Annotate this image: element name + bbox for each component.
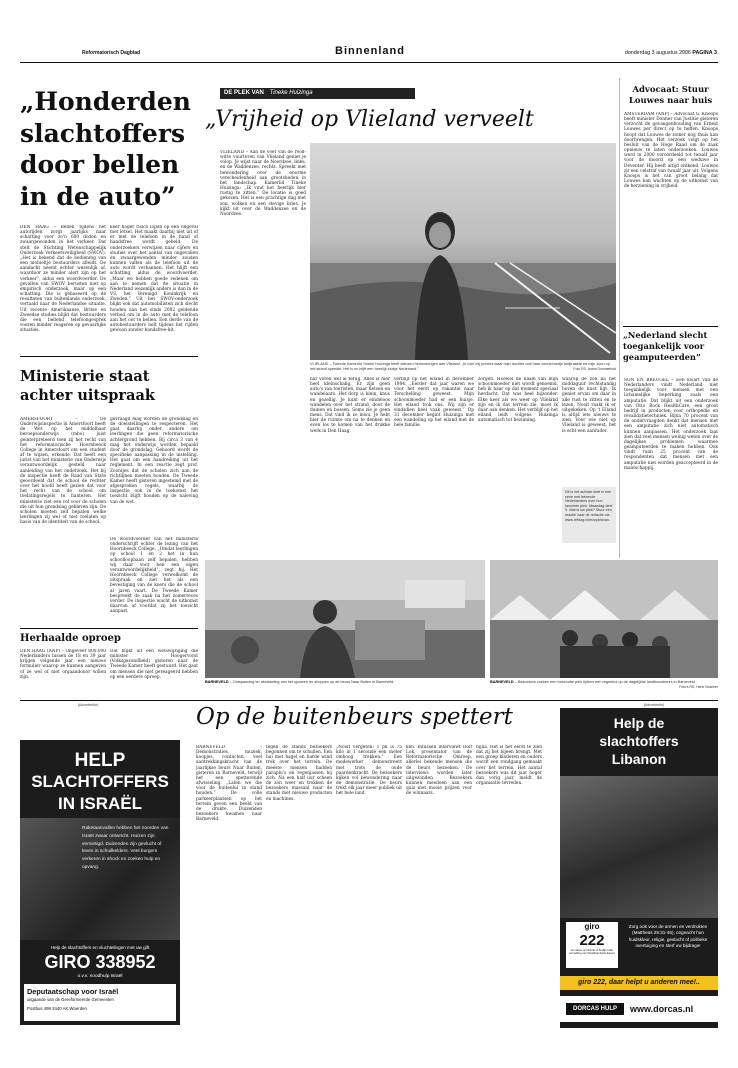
- third-column-1: DEN HAAG (ANP) – Ongeveer 800.000 Nederlanders tussen de 18 en 39 jaar krijgen volgende jaar een nieuwe formulier waarop ze kunnen aangeven of ze wel of niet orgaandonor willen zijn.: [20, 649, 106, 680]
- second-headline: Ministerie staat achter uitspraak: [20, 368, 155, 404]
- beurs-photo-2: [490, 560, 718, 678]
- feature-photo-art: [310, 143, 616, 360]
- second-byline: [20, 408, 120, 416]
- ad-right-giro-num: 222: [579, 932, 605, 949]
- ad-left-giro-owner: o.v.v. noodhulp Israël: [77, 974, 123, 979]
- rule-second: [20, 356, 198, 357]
- ad-left-title-3: IN ISRAËL: [57, 794, 143, 813]
- ad-right-brand: DORCAS HULP: [566, 1003, 624, 1015]
- lead-column-1: DEN HAAG – Bellen tijdens het autorijden zorgt jaarlijks naar schatting voor zo'n 600 doden en zwaargewonden in het verkeer. Dat stelt de Stichting Wetenschappelijk Onderzoek Verkeersveiligheid (SWOV). „Het is bekend dat de bediening van een mobieltje bestuurders afleidt. De aandacht neemt echter wezenlijk af, waardoor ze minder alert zijn op het verkeer”, aldus een woordvoerder. De gevallen van SWOV berusten niet op empirisch onderzoek, maar op een schatting. Die is gebaseerd op de resultaten van buitenlands onderzoek, vertaald naar de Nederlandse situatie. Uit recente Amerikaanse, Britse en Zweedse studies blijkt dat bestuurders die een bellend telefoongesprek voeren minder reageren op gevaarlijke situaties.: [20, 225, 106, 334]
- feature-photo-caption: [310, 362, 616, 374]
- beurs-photo-1-art: [205, 560, 485, 678]
- ad-left-giro: GIRO 338952: [44, 952, 156, 972]
- ad-right-label: (Advertentie): [643, 703, 665, 707]
- header-rule: [20, 62, 718, 63]
- page-label: PAGINA: [692, 50, 713, 56]
- third-column-2: Dat blijkt uit een wetswijziging die minister Hoogervorst (Volksgezondheid) gisteren naar de Tweede Kamer heeft gestuurd. Het gaat om mensen die niet gereageerd hebben op een eerdere oproep.: [110, 649, 198, 680]
- feature-caption-text: VLIELAND – Tweede Kamerlid Tineke Huizinga heeft tallozen herinneringen aan Vlieland. „Ik voel mij precies waar mijn dochter ooit haar zonnehoedje kwijtraakte en mijn zoon op het strand speelde. Het is en blijft een heerlijk stukje Nederland.”: [310, 362, 610, 371]
- side2-body: SON EN BREUGEL – Een kwart van de Nederlanders vindt Nederland niet toegankelijk voor mensen met een lichamelijke beperking zoals een amputatie. Dat blijkt uit een onderzoek van Otto Bock HealthCare, een groot bedrijf in producten voor orthopedie en revalidatietechniek. Bijna 70 procent van de ondervraagden denkt dat mensen met een amputatie zich niet automatisch kunnen aanpassen. Het onderzoek laat zien dat veel mensen weinig weten over de dagelijkse problemen waarmee geamputeerden te maken hebben. Ook vindt ruim 25 procent van de respondenten dat mensen met een amputatie niet worden geaccepteerd in de maatschappij.: [624, 378, 718, 471]
- ad-left-title-2: SLACHTOFFERS: [31, 772, 169, 791]
- feature-column-3: verblijf op het eiland in december 1984. „Eerder dat jaar waren we voor het eerst op vakantie naar Terschelling geweest. Mijn schoonmoeder had er een huisje. Het eiland trok ons. Wij zijn er sindsdien heel vaak geweest.” Op 31 december begint Huizinga met een wandeling op het eiland met de hele familie.: [394, 377, 474, 429]
- ad-left[interactable]: [20, 740, 180, 1025]
- bottom-column-1: BARNEVELD – Demonstraties, muziek, koopjes, contacten, veel aantrekkingskracht van de jaarlijkse beurs Naar Buiten, gisteren in Barneveld, terwijl het een spetterende afwisseling. „Laten we die voor de buitenlui in stand houden.” De volle parkeerplaatsen op het terrein geven een beeld van de drukte. Duizenden bezoekers kwamen naar Barneveld.: [196, 745, 262, 823]
- bottom-column-4: ken. Intussen interviewt Dolf Lok, presentator van de Reformatorische Omroep, allerlei bekende mensen die de beurs bezoeken. De interviews worden later uitgezonden. Bezoekers kunnen meedoen aan een quiz met mooie prijzen voor de winnaars.: [406, 745, 472, 797]
- ad-right-slogan: giro 222, daar helpt u anderen mee!..: [560, 976, 718, 990]
- second-column-3: De woordvoerder van het ministerie onderschrijft echter de lezing van het Hoornbeeck College. „Omdat leerlingen op school 1 en 2 het in hun schoolloopbaan zelf bepalen, hebben wij daar voor hen een eigen verantwoordelijkheid”, zegt hij. Het Hoornbeeck College verwelkomt de uitspraak en ziet het als een bevestiging van de koers die de school al jaren vaart. De Tweede Kamer bespreekt de zaak na het zomerreces verder. De inspectie wacht de uitkomst daarvan af voordat zij het toezicht aanpast.: [110, 537, 198, 615]
- beurs-caption-2-text: Bezoekers zoeken een beschutte plek tijdens een regenbui op de dagelijkse landbouwbeurs in Barneveld.: [517, 680, 696, 684]
- bottom-column-5: bijna. Het is het eerst te zien dat zij het bijeen brengt. Met een groep kinderen en ouders wordt een rondgang gemaakt over het terrein. Het aantal bezoekers was dit jaar hoger dan vorig jaar, meldt de organisatie tevreden.: [476, 745, 542, 787]
- ad-left-label: (Advertentie): [77, 703, 99, 707]
- side1-body: AMSTERDAM (ANP) – Advocaat G. Knoops heeft minister Donner van Justitie gisteren verzocht de gevangenhouding van Ernest Louwes per direct op te heffen. Knoops hoopt dat Louwes de zomer nog thuis kan doorbrengen. Het verzoek volgt op het besluit van de Hoge Raad om de zaak opnieuw te laten onderzoeken. Louwes werd in 2000 veroordeeld tot twaalf jaar voor de moord op een weduwe in Deventer. Hij heeft altijd ontkend. Louwes zit een celstraf van twaalf jaar uit. Volgens Knoops is het van groot belang dat Louwes kan wachten op de uitkomst van de herziening in vrijheid.: [624, 112, 718, 190]
- side1-headline: Advocaat: Stuur Louwes naar huis: [628, 85, 713, 106]
- lead-byline: [20, 215, 120, 223]
- ad-left-org: Deputaatschap voor Israël: [27, 987, 119, 996]
- rule-third: [20, 628, 198, 629]
- feature-kicker-person: Tineke Huizinga: [269, 90, 313, 96]
- ad-left-org-sub: uitgaande van de Gereformeerde Gemeenten: [27, 997, 114, 1002]
- side2-headline: „Nederland slecht toegankelijk voor geamputeerden”: [623, 330, 708, 362]
- rule-side2: [623, 326, 718, 327]
- ad-right-brand-bar: [560, 996, 718, 1022]
- side2-byline: [623, 368, 718, 376]
- page-number: 3: [714, 50, 717, 56]
- feature-kicker: [220, 88, 415, 99]
- header-date-line: [537, 50, 717, 59]
- lead-column-2: keer hoger risico lopen op een ongeval met letsel. Het maakt daarbij niet uit of er met de telefoon in de hand of handsfree wordt gebeld. De onderzoekers verwijzen naar cijfers en studies over het aantal van ongevallen en zwaargewonden minder zouden kunnen vallen als de telefoon uit de auto wordt verbannen. Het blijft een schatting, aldus de woordvoerder. „Maar we hebben goede redenen om aan te nemen dat de situatie in Nederland wezenlijk anders is dan in de VS, het Verenigd Koninkrijk en Zweden.” Uit het SWOV-onderzoek blijkt ook dat automobilisten zich slecht houden aan het sinds 2002 geldende verbod om in de auto met de telefoon aan het oor te bellen. Een derde van de autobestuurders belt tijdens het rijden gewoon zonder handsfree-kit.: [110, 225, 198, 334]
- divider-right: [619, 78, 620, 558]
- beurs-photo-1: [205, 560, 485, 678]
- ad-right-title-1: Help de: [613, 715, 665, 731]
- ad-left-org-box: [24, 984, 176, 1021]
- rule-bottom: [20, 700, 718, 701]
- ad-right-title-2: slachtoffers: [599, 733, 679, 749]
- section-title: Binnenland: [335, 45, 405, 57]
- feature-column-4: zorgen. Hoewel de naam van mijn schoonmoeder niet wordt genoemd, heb ik haar op dat moment speciaal herdacht. Dat was heel bijzonder. Elke keer als we weer op Vlieland zijn en ik dat terrein zie, moet ik daar aan denken. Het verblijf op het eiland leidt volgens Huizinga automatisch tot bezinning.: [478, 377, 558, 424]
- feature-photo: [310, 143, 616, 360]
- beurs-caption-1-text: Ontspanning ter afwisseling van het sjouwen en shoppen op de beurs Naar Buiten in Barneveld.: [232, 680, 395, 684]
- ad-left-giro-line: Help de slachtoffers en vluchtelingen met uw gift: [50, 945, 150, 950]
- beurs-caption-2: BARNEVELD – Bezoekers zoeken een beschutte plek tijdens een regenbui op de dagelijkse landbouwbeurs in Barneveld. Foto's RD, Henk Visscher: [490, 680, 718, 689]
- beurs-caption-1-place: BARNEVELD: [205, 680, 229, 684]
- second-column-1: AMERSFOORT – De Onderwijsinspectie in Amersfoort heeft de Wet op het middelbaar beroepsonderwijs (mbo) juist geïnterpreteerd toen zij het recht van het reformatorische Hoornbeeck College in Amersfoort om een student af te wijzen, erkende. Dat heeft een jurist van het ministerie van Onderwijs verantwoordelijk gesteld naar aanleiding van het onderzoek. Het bij de inspectie heeft de Raad van State geoordeeld dat de school de rechter over het hoofd heeft gezien dat voor het recht van de school om toelatingsregels te hanteren. Het ministerie ziet een rol voor de scholen die uit hun grondslag gebleven zijn. De scholen moeten zelf bepalen welke leerlingen zij wel of niet toelaten op basis van de identiteit van de school.: [20, 417, 106, 526]
- feature-series-note: [562, 487, 616, 543]
- ad-right-text: Zorg ook voor de armen en verdrukten (Mattheüs 25:31-46), ongeacht hun huidskleur, religie, geslacht of politieke overtuiging en sterf uw bijdrage!: [628, 924, 708, 949]
- third-headline: Herhaalde oproep: [20, 633, 121, 644]
- beurs-photo-2-art: [490, 560, 718, 678]
- ad-right-web[interactable]: www.dorcas.nl: [630, 1004, 694, 1014]
- ad-right-image: [560, 776, 718, 918]
- beurs-photo-credit: Foto's RD, Henk Visscher: [679, 684, 718, 689]
- ad-right-title-3: Libanon: [611, 751, 667, 767]
- feature-column-2: nar voren wel al terug. Alles is hier heel kleinschalig. Er zijn geen auto's van toeristen, maar fietsen en wandelaars. Het dorp is klein, knus en gezellig. Je kunt er eindeloos wandelen over het strand, door de duinen en bossen. Soms zie je geen mens. Dat vind ik zo mooi. Je hebt hier de ruimte om na te denken en even los te komen van het drukke werk in Den Haag.: [310, 377, 390, 434]
- ad-right[interactable]: [560, 708, 718, 1028]
- ad-right-giro-box: [566, 922, 618, 968]
- lead-headline: „Honderden slachtoffers door bellen in de auto”: [20, 87, 191, 211]
- ad-left-body: Raketaanvallen hebben het noorden van Israël zwaar ontwricht. Huizen zijn vernietigd. Duizenden zijn gevlucht of leven in schuilkelders. Veel burgers verkeren in shock en zoeken hulp en opvang.: [82, 826, 169, 870]
- header-date: donderdag 3 augustus 2006: [624, 50, 691, 56]
- beurs-caption-2-place: BARNEVELD: [490, 680, 514, 684]
- bottom-headline: Op de buitenbeurs spettert: [196, 704, 513, 730]
- masthead-left: Reformatorisch Dagblad: [82, 50, 141, 56]
- feature-column-1: VLIELAND – Aan de voet van de rood-witte vuurtoren van Vlieland geniet je volop. Je wijst naar de Noordzee, links, en de Waddenzee, rechts. Spreekt met bewondering over de enorme verscheidenheid aan grootsheden in het landschap. Kamerlid Tineke Huizinga: „Ik vind het heerlijk hier rustig te zitten.” De locatie is goed gekozen. Het is een prachtige dag met zon, wolken en een stevige bries. Je kijkt uit over de Waddenzee en de Noordzee.: [220, 150, 306, 217]
- feature-headline: „Vrijheid op Vlieland verveelt: [205, 107, 534, 132]
- feature-column-5: waarop de zon na het middaguur rechtstandig boven de kust ligt. Ik geniet ervan om daar in alle rust te zitten en te lezen. Nooit raakt ik er uitgekeken. Op 't Eiland is altijd iets nieuws te zien. Voor wie niet op Vlieland is geweest, het is echt een aanrader.: [562, 377, 616, 434]
- feature-byline: [220, 140, 320, 148]
- ad-right-giro-org: ten name van Dorcas in Andijk onder vermelding van 'Noodhulp Zuid-Libanon': [568, 949, 616, 956]
- feature-series-note-text: Dit is het achtste deel in een serie met bekende Nederlanders over hun favoriete plek. Maandag deel 9. Wat is uw plek? Stuur een reactie naar de redactie via www.refdag.nl/monplekvan.: [565, 490, 613, 522]
- bottom-column-2: tegen de stands bezoekers begonnen om te schuilen. Een bui met hagel en harde wind trok over het terrein. De meeste mensen hadden paraplu's en regenjassen bij zich. Na een half uur scheen de zon weer en trokken de bezoekers massaal naar de stands met nieuwe producten en machines.: [266, 745, 332, 802]
- beurs-caption-1: BARNEVELD – Ontspanning ter afwisseling van het sjouwen en shoppen op de beurs Naar Buiten in Barneveld.: [205, 680, 395, 684]
- bottom-byline: [196, 736, 296, 744]
- bottom-column-3: „Nooit vergeten: 1 pk is 75 kilo in 1 seconde een meter omhoog trekken.” Een medewerker demonstreert met trots de oude paardenkracht. De bezoekers kijken vol bewondering naar de demonstratie. De beurs trekt elk jaar meer publiek uit het hele land.: [336, 745, 402, 797]
- ad-left-address: Postbus 498 3440 AK Woerden: [27, 1006, 87, 1011]
- feature-photo-credit: Foto RD, Anton Dommerholt: [573, 366, 616, 371]
- second-column-2: gevraagd mag worden de grondslag en de doelstellingen te respecteren. Het gaat daarbij onder andere om leerlingen die geen reformatorische achtergrond hebben. Bij circa 3 van 4 mag het onderwijs worden bepaald door de grondslag. Gehoord wordt de specifieke aanpassing in de instelling. Het gaat om een handreiking uit het reglement. In een reactie zegt prof. Zoontjes dat de scholen zich aan de richtlijnen moeten houden. De Tweede Kamer heeft gisteren ingestemd met de afgesproken regels, waarbij de inspectie ook in de toekomst het toezicht blijft houden op de naleving van de wet.: [110, 417, 198, 505]
- feature-kicker-label: DE PLEK VAN: [224, 90, 264, 96]
- ad-right-giro-word: giro: [584, 922, 600, 931]
- ad-left-title-1: HELP: [74, 750, 126, 771]
